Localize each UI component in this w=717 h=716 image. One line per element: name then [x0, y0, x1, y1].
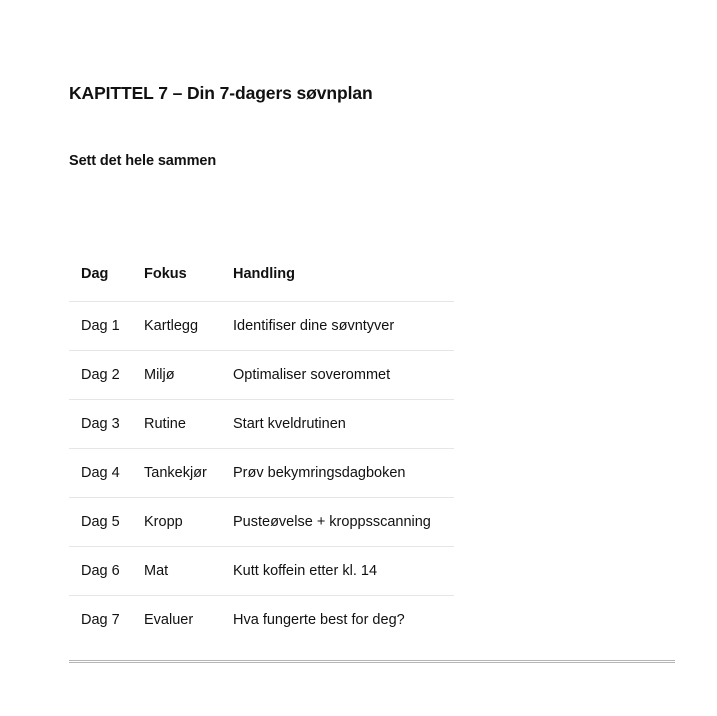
- action-cell: Pusteøvelse + kroppsscanning: [221, 498, 454, 547]
- horizontal-rule-divider: [69, 660, 675, 663]
- action-cell: Hva fungerte best for deg?: [221, 596, 454, 645]
- column-header-day: Dag: [81, 265, 109, 282]
- day-cell: Dag 5: [69, 498, 132, 547]
- action-cell: Prøv bekymringsdagboken: [221, 449, 454, 498]
- focus-cell: Kartlegg: [132, 302, 221, 351]
- day-cell: Dag 2: [69, 351, 132, 400]
- table-row: [69, 400, 454, 449]
- section-title: Sett det hele sammen: [69, 153, 217, 169]
- action-cell: Identifiser dine søvntyver: [221, 302, 454, 351]
- table-row: [69, 449, 454, 498]
- day-cell: Dag 4: [69, 449, 132, 498]
- focus-cell: Rutine: [132, 400, 221, 449]
- table-row: [69, 302, 454, 351]
- focus-cell: Kropp: [132, 498, 221, 547]
- focus-cell: Mat: [132, 547, 221, 596]
- table-row: [69, 498, 454, 547]
- sleep-plan-table: [69, 246, 454, 644]
- table-row: [69, 547, 454, 596]
- day-cell: Dag 3: [69, 400, 132, 449]
- action-cell: Kutt koffein etter kl. 14: [221, 547, 454, 596]
- table-header-row: [69, 246, 454, 302]
- day-cell: Dag 6: [69, 547, 132, 596]
- focus-cell: Tankekjør: [132, 449, 221, 498]
- table-row: [69, 596, 454, 645]
- column-header-focus: Fokus: [144, 265, 187, 282]
- action-cell: Start kveldrutinen: [221, 400, 454, 449]
- focus-cell: Evaluer: [132, 596, 221, 645]
- focus-cell: Miljø: [132, 351, 221, 400]
- chapter-title: KAPITTEL 7 – Din 7-dagers søvnplan: [69, 83, 373, 103]
- column-header-action: Handling: [233, 265, 296, 282]
- day-cell: Dag 1: [69, 302, 132, 351]
- action-cell: Optimaliser soverommet: [221, 351, 454, 400]
- document-page: [69, 0, 675, 716]
- table-row: [69, 351, 454, 400]
- day-cell: Dag 7: [69, 596, 132, 645]
